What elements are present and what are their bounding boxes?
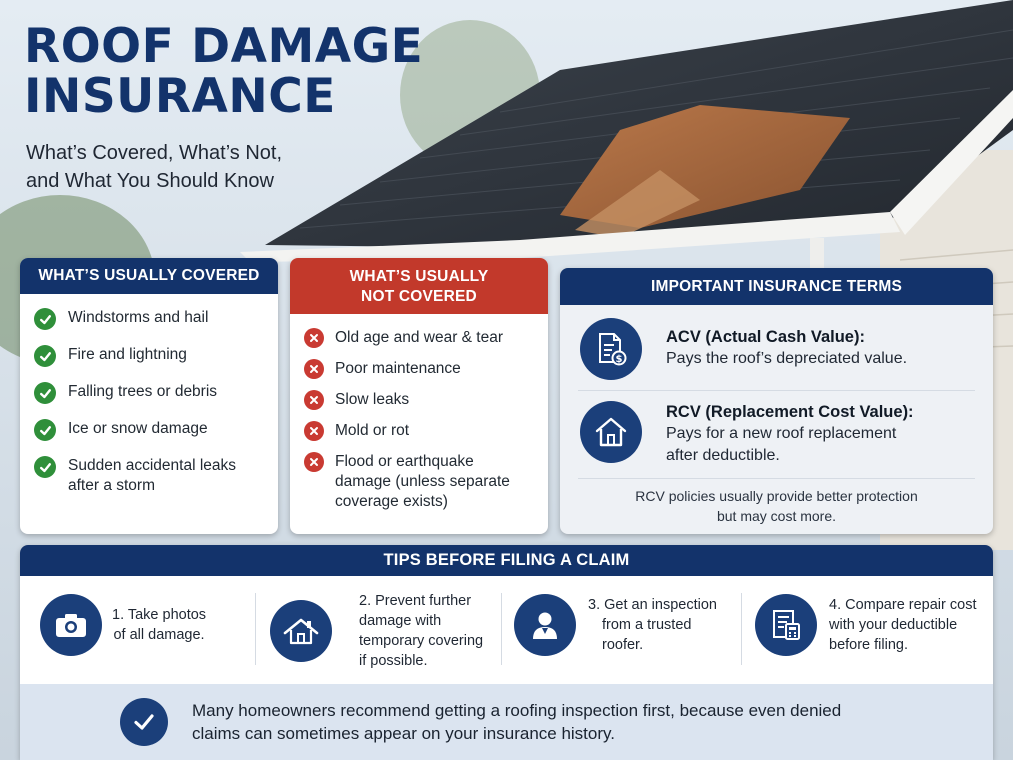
covered-card xyxy=(20,258,278,534)
check-icon xyxy=(34,382,56,404)
roof-house-icon xyxy=(270,600,332,662)
tip-line: with your deductible xyxy=(829,617,958,633)
covered-heading: WHAT’S USUALLY COVERED xyxy=(20,258,278,294)
x-icon xyxy=(304,328,324,348)
list-item xyxy=(304,359,548,390)
list-item xyxy=(304,421,548,452)
tips-heading: TIPS BEFORE FILING A CLAIM xyxy=(20,545,993,576)
title-line-1: ROOF DAMAGE xyxy=(24,19,424,74)
rcv-description-line-1: Pays for a new roof replacement xyxy=(666,425,897,442)
check-icon xyxy=(34,308,56,330)
terms-card xyxy=(560,268,993,534)
terms-heading: IMPORTANT INSURANCE TERMS xyxy=(560,268,993,305)
tips-card xyxy=(20,545,993,760)
list-item-text: Mold or rot xyxy=(335,422,410,439)
list-item-text: Windstorms and hail xyxy=(68,309,209,326)
terms-divider xyxy=(578,478,975,479)
camera-icon xyxy=(40,594,102,656)
tip-line: temporary covering xyxy=(359,633,484,649)
advice-text xyxy=(192,699,841,745)
terms-divider xyxy=(578,390,975,391)
tip-line: 4. Compare repair cost xyxy=(829,597,977,613)
tip-item xyxy=(270,593,483,669)
not-covered-heading-line-2: NOT COVERED xyxy=(361,288,477,305)
terms-note xyxy=(560,486,993,526)
list-item-text xyxy=(335,452,510,512)
not-covered-card xyxy=(290,258,548,534)
list-item xyxy=(304,452,548,512)
check-icon xyxy=(34,345,56,367)
list-item-line: Flood or earthquake xyxy=(335,453,474,470)
advice-banner xyxy=(20,684,993,760)
list-item xyxy=(34,456,278,496)
list-item-text: Old age and wear & tear xyxy=(335,329,504,346)
not-covered-heading xyxy=(290,258,548,314)
tip-line: 1. Take photos xyxy=(112,607,207,623)
tip-line: damage with xyxy=(359,613,442,629)
x-icon xyxy=(304,452,324,472)
page-subtitle xyxy=(26,139,282,195)
svg-text:$: $ xyxy=(615,354,623,365)
tip-item xyxy=(514,593,717,657)
not-covered-list xyxy=(290,314,548,512)
tip-separator xyxy=(255,593,256,665)
acv-description: Pays the roof’s depreciated value. xyxy=(666,350,908,367)
calculator-document-icon xyxy=(755,594,817,656)
list-item xyxy=(304,390,548,421)
list-item-text: Ice or snow damage xyxy=(68,420,208,437)
tip-line: of all damage. xyxy=(113,627,205,643)
tip-separator xyxy=(741,593,742,665)
list-item-text: Poor maintenance xyxy=(335,360,461,377)
list-item-text: Fire and lightning xyxy=(68,346,187,363)
tip-item xyxy=(40,593,206,657)
x-icon xyxy=(304,421,324,441)
tip-text xyxy=(588,595,717,655)
subtitle-line-1: What’s Covered, What’s Not, xyxy=(26,142,283,164)
terms-note-line-2: but may cost more. xyxy=(716,508,837,524)
check-icon xyxy=(34,456,56,478)
list-item-line: after a storm xyxy=(68,477,155,494)
rcv-description-line-2: after deductible. xyxy=(666,447,780,464)
covered-list xyxy=(20,294,278,496)
inspector-icon xyxy=(514,594,576,656)
acv-title: ACV (Actual Cash Value): xyxy=(666,328,865,346)
list-item xyxy=(34,308,278,345)
advice-line-1: Many homeowners recommend getting a roofing inspection first, because even denied xyxy=(192,701,842,720)
list-item-text: Falling trees or debris xyxy=(68,383,218,400)
not-covered-heading-line-1: WHAT’S USUALLY xyxy=(349,268,489,285)
x-icon xyxy=(304,390,324,410)
terms-note-line-1: RCV policies usually provide better protection xyxy=(635,488,918,504)
tip-line: from a trusted xyxy=(602,617,692,633)
check-icon xyxy=(34,419,56,441)
tip-line: 2. Prevent further xyxy=(359,593,472,609)
tip-line: if possible. xyxy=(359,653,428,669)
list-item xyxy=(34,382,278,419)
tip-text xyxy=(112,605,206,645)
tip-item xyxy=(755,593,976,657)
list-item xyxy=(34,419,278,456)
list-item-line: damage (unless separate xyxy=(335,473,510,490)
document-dollar-icon xyxy=(580,318,642,380)
x-icon xyxy=(304,359,324,379)
tip-text xyxy=(829,595,976,655)
tip-line: 3. Get an inspection xyxy=(588,597,717,613)
term-rcv xyxy=(580,401,914,467)
house-icon xyxy=(580,401,642,463)
tip-separator xyxy=(501,593,502,665)
list-item-text xyxy=(68,456,236,496)
list-item xyxy=(304,328,548,359)
list-item-line: Sudden accidental leaks xyxy=(68,457,237,474)
rcv-title: RCV (Replacement Cost Value): xyxy=(666,403,914,421)
shield-check-icon xyxy=(120,698,168,746)
list-item-text: Slow leaks xyxy=(335,391,410,408)
list-item xyxy=(34,345,278,382)
subtitle-line-2: and What You Should Know xyxy=(26,170,274,192)
tip-text xyxy=(359,591,483,671)
term-acv xyxy=(580,318,907,380)
page-title xyxy=(24,19,424,124)
tip-line: roofer. xyxy=(602,637,644,653)
list-item-line: coverage exists) xyxy=(335,493,448,510)
advice-line-2: claims can sometimes appear on your insurance history. xyxy=(192,724,615,743)
tip-line: before filing. xyxy=(829,637,908,653)
title-line-2: INSURANCE xyxy=(24,69,336,124)
